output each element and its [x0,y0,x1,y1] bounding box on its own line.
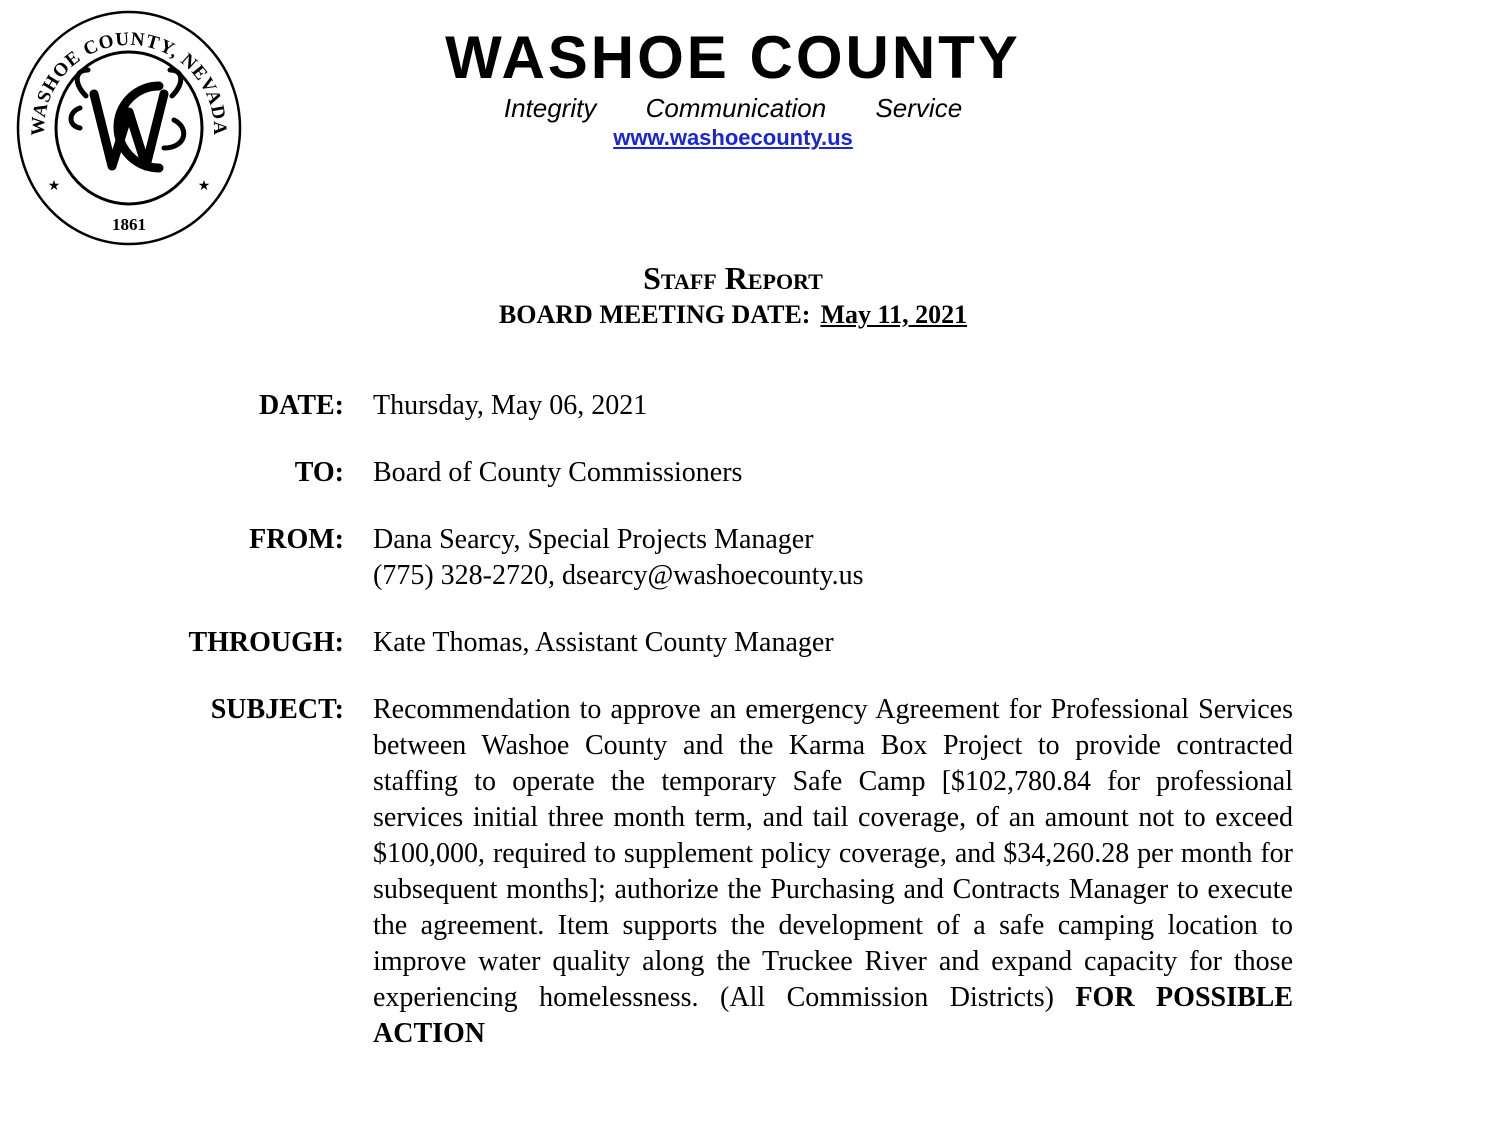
subject-text: Recommendation to approve an emergency Agreement for Professional Services between Washoe County and the Karma Box Project to provide contracted staffing to operate the temporary Safe Camp [$102,780.84 for professional services initial three month term, and tail coverage, of an amount not to exceed $100,000, required to supplement policy coverage, and $34,260.28 per month for subsequent months]; authorize the Purchasing and Contracts Manager to execute the agreement. Item supports the development of a safe camping location to improve water quality along the Truckee River and expand capacity for those experiencing homelessness. (All Commission Districts) [373,694,1293,1013]
memo-row-subject [0,692,1500,1052]
to-value: Board of County Commissioners [373,457,743,488]
org-values [0,92,1466,124]
letterhead [0,24,1466,152]
value-communication: Communication [645,93,827,123]
meeting-date-value: May 11, 2021 [820,300,968,329]
from-contact: (775) 328-2720, dsearcy@washoecounty.us [373,560,864,591]
memo-row-through [0,625,1500,661]
memo-row-date [0,388,1500,424]
svg-text:WASHOE COUNTY, NEVADA: WASHOE COUNTY, NEVADA [27,28,231,137]
svg-text:★: ★ [47,179,61,194]
svg-text:★: ★ [197,179,211,194]
value-service: Service [875,93,963,123]
through-label: THROUGH: [188,627,344,658]
meeting-date-label: BOARD MEETING DATE: [498,300,811,329]
board-meeting-date [0,298,1466,332]
memo-block [0,388,1500,1083]
org-name: WASHOE COUNTY [445,24,1021,91]
through-value: Kate Thomas, Assistant County Manager [373,627,834,658]
subject-action: FOR POSSIBLE ACTION [373,982,1294,1049]
date-label: DATE: [258,390,344,421]
subject-value [373,692,1293,1052]
to-label: TO: [294,457,344,488]
report-title: Staff Report [643,260,823,296]
report-heading [0,258,1466,332]
website-link[interactable]: www.washoecounty.us [613,125,853,150]
seal-year: 1861 [112,215,146,234]
subject-label: SUBJECT: [210,694,344,725]
memo-row-from [0,522,1500,594]
from-label: FROM: [249,524,344,555]
from-name: Dana Searcy, Special Projects Manager [373,524,814,555]
date-value: Thursday, May 06, 2021 [373,390,648,421]
memo-row-to [0,455,1500,491]
value-integrity: Integrity [503,93,597,123]
from-value [373,522,1293,594]
